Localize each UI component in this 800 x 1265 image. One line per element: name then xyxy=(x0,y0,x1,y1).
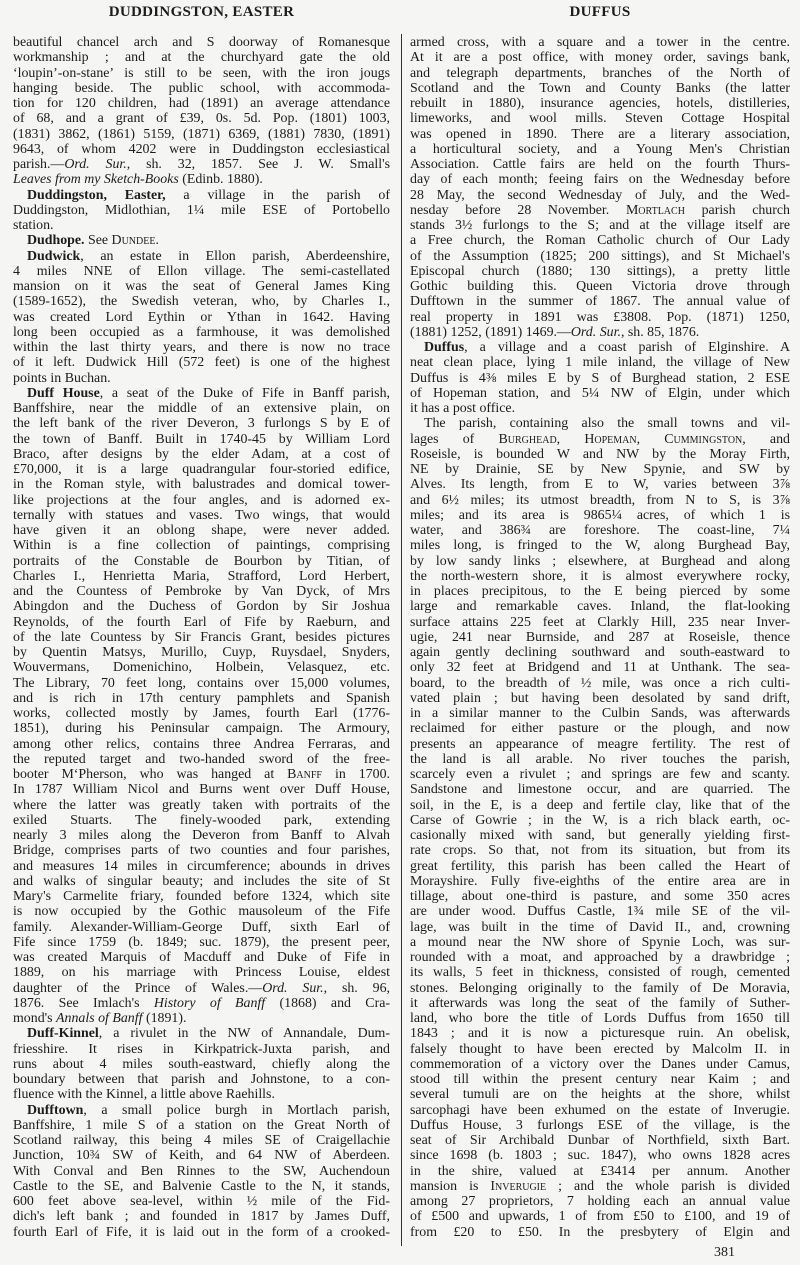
text-line: Bridge, comprises parts of two counties and four parishes, xyxy=(13,843,390,859)
text-line: within the last thirty years, and there is now no trace xyxy=(13,340,390,355)
text-line: With Conval and Ben Rinnes to the SW, Auchendoun xyxy=(13,1163,390,1179)
text-line: of Hopeman station, and 5¼ NW of Elgin, under which xyxy=(410,385,790,401)
text-line xyxy=(410,203,790,218)
text-line: and telegraph departments, branches of the North of xyxy=(410,65,790,81)
column-divider xyxy=(401,34,402,1246)
text-line: the town of Banff. Built in 1740-45 by William Lord xyxy=(13,431,390,447)
text-line xyxy=(13,233,390,248)
text-line: sarcophagi have been exhumed on the estate of Inverugie. xyxy=(410,1102,790,1118)
text-line: Castle to the SE, and Balvenie Castle to the N, it stands, xyxy=(13,1178,390,1194)
text-run: ; and the whole parish is divided xyxy=(546,1178,790,1194)
text-line: hanging beside. The public school, with accommoda- xyxy=(13,80,390,96)
text-line: miles; and its area is 9865¼ acres, of which 1 is xyxy=(410,507,790,523)
text-line: several tumuli are on the heights at the shore, whilst xyxy=(410,1087,790,1103)
text-line: 600 feet above sea-level, within ½ mile of the Fid- xyxy=(13,1194,390,1209)
text-line: great fertility, this parish has been called the Heart of xyxy=(410,858,790,874)
paragraph xyxy=(13,188,390,234)
text-line: scarcely even a rivulet ; and springs are few and scanty. xyxy=(410,767,790,782)
text-line: was created Marquis of Macduff and Duke of Fife in xyxy=(13,950,390,965)
text-run: parish.— xyxy=(13,157,65,172)
text-line: NE by Drainie, SE by New Spynie, and SW by xyxy=(410,462,790,477)
text-run: mond's xyxy=(13,1011,57,1026)
small-caps-reference: Hopeman xyxy=(584,431,637,447)
text-line: from £20 to £50. In the presbytery of Elgin and xyxy=(410,1224,790,1240)
text-line: Alves. Its length, from E to W, varies between 3⅞ xyxy=(410,477,790,493)
text-line xyxy=(410,432,790,447)
text-line: large and remarkable caves. Inland, the flat-looking xyxy=(410,599,790,615)
text-line: dich's left bank ; and founded in 1817 by James Duff, xyxy=(13,1209,390,1225)
text-line: rate crops. So that, not from its situation, but from its xyxy=(410,843,790,859)
small-caps-reference: Mortlach xyxy=(625,202,685,218)
text-line: 1851), during his Peninsular campaign. The Armoury, xyxy=(13,721,390,737)
text-run: , xyxy=(636,431,665,447)
text-line xyxy=(13,767,390,782)
text-line xyxy=(410,325,790,340)
text-line: casionally mixed with sand, but generally yielding first- xyxy=(410,828,790,843)
running-head-right: DUFFUS xyxy=(569,4,631,20)
text-line: it has a post office. xyxy=(410,401,516,416)
italic-title: Leaves from my Sketch-Books xyxy=(13,172,179,188)
text-line: Banffshire, 1 mile S of a station on the Great North of xyxy=(13,1117,390,1133)
text-line: 1889, on his marriage with Princess Louise, eldest xyxy=(13,965,390,981)
text-line: Within is a fine collection of paintings, comprising xyxy=(13,538,390,554)
text-line: workmanship ; and at the churchyard gate the old xyxy=(13,50,390,66)
text-line: board, to the breadth of ½ mile, was once a rich culti- xyxy=(410,675,790,691)
paragraph xyxy=(13,386,390,1027)
text-line: a Free church, the Roman Catholic church of Our Lady xyxy=(410,233,790,249)
entry-headword: Duddingston, Easter, xyxy=(27,187,166,203)
entry-headword: Duff-Kinnel xyxy=(27,1026,99,1042)
text-line: 1843 ; and it is now a picturesque ruin. An obelisk, xyxy=(410,1026,790,1042)
text-run: (Edinb. 1880). xyxy=(178,172,263,188)
text-line: Morayshire. Fully five-eighths of the entire area are in xyxy=(410,873,790,889)
text-line: reclaimed for either pasture or the plough, and now xyxy=(410,721,790,737)
text-line: Sandstone and limestone occur, and are quarried. The xyxy=(410,782,790,798)
text-run: (1891). xyxy=(142,1011,187,1026)
text-line: Wouvermans, Domenichino, Holbein, Velasquez, etc. xyxy=(13,660,390,676)
paragraph xyxy=(13,35,390,188)
text-line: beautiful chancel arch and S doorway of Romanesque xyxy=(13,35,390,50)
text-line: rebuilt in 1880), insurance agencies, hotels, distilleries, xyxy=(410,96,790,111)
text-line: have given it an oblong shape, were never added. xyxy=(13,523,390,538)
text-line: At it are a post office, with money order, savings bank, xyxy=(410,50,790,66)
text-line: real property in 1891 was £3808. Pop. (1871) 1250, xyxy=(410,309,790,325)
text-line: boundary between that parish and Johnstone, to a con- xyxy=(13,1072,390,1087)
paragraph xyxy=(410,340,790,416)
text-line: a horticultural society, and a Young Men's Christian xyxy=(410,141,790,157)
text-line xyxy=(13,981,390,996)
text-line: Reynolds, of the fourth Earl of Fife by Raeburn, and xyxy=(13,614,390,630)
text-line: was opened in 1890. There are a literary association, xyxy=(410,126,790,142)
text-run: (1881) 1252, (1891) 1469.— xyxy=(410,324,571,340)
entry-headword: Duffus xyxy=(424,340,465,355)
text-line: and walks of singular beauty; and includes the site of St xyxy=(13,873,390,889)
text-line: in the shire, valued at £3414 per annum. Another xyxy=(410,1163,790,1179)
paragraph xyxy=(13,233,390,248)
text-line: tion for 120 children, had (1891) an average attendance xyxy=(13,96,390,111)
text-run: , xyxy=(556,431,585,447)
text-line: Duffus House, 3 furlongs ESE of the village, is the xyxy=(410,1117,790,1133)
text-line: like projections at the four angles, and is adorned ex- xyxy=(13,492,390,508)
text-line: Dufftown in the summer of 1867. The annual value of xyxy=(410,294,790,310)
text-run: , sh. 96, xyxy=(323,980,390,996)
text-line: is now occupied by the Gothic mausoleum of the Fife xyxy=(13,904,390,920)
text-line: water, and 386¾ are foreshore. The coast-line, 7¼ xyxy=(410,523,790,538)
text-line: of the Assumption (1825; 200 sittings), and St Michael's xyxy=(410,248,790,264)
text-line: commemoration of a victory over the Danes under Camus, xyxy=(410,1056,790,1072)
text-line: portraits of the Constable de Bourbon by Titian, of xyxy=(13,553,390,569)
text-line xyxy=(13,1011,390,1026)
text-line: fourth Earl of Fife, it is laid out in the form of a crooked- xyxy=(13,1224,390,1240)
text-line: 9643, of whom 4202 were in Duddingston ecclesiastical xyxy=(13,141,390,157)
text-line: station. xyxy=(13,218,54,233)
text-line: Carse of Gowrie ; in the W, is a rich black earth, oc- xyxy=(410,812,790,828)
text-line: family. Alexander-William-George Duff, sixth Earl of xyxy=(13,919,390,935)
text-line: of £500 and upwards, 1 of from £50 to £100, and 19 of xyxy=(410,1209,790,1225)
text-line: surface attains 225 feet at Clarkly Hill, 235 near Inver- xyxy=(410,614,790,630)
text-line: armed cross, with a square and a tower in the centre. xyxy=(410,35,790,50)
text-line: In 1787 William Nicol and Burns went over Duff House, xyxy=(13,782,390,798)
text-line: land, who bore the title of Lords Duffus from 1650 till xyxy=(410,1011,790,1026)
text-run: , sh. 32, 1857. See J. W. Small's xyxy=(126,157,390,172)
text-line: and is rich in 17th century pamphlets and Spanish xyxy=(13,690,390,706)
entry-headword: Dudwick xyxy=(27,248,81,264)
text-line: stands 3½ furlongs to the S; and at the village itself are xyxy=(410,218,790,233)
text-line: in the Roman style, with balustrades and domical tower- xyxy=(13,477,390,493)
text-run: lages of xyxy=(410,431,499,447)
text-line: 4 miles NNE of Ellon village. The semi-castellated xyxy=(13,263,390,279)
text-line: (1831) 3862, (1861) 5159, (1871) 6369, (1881) 7830, (1891) xyxy=(13,126,390,142)
text-line: in a similar manner to the Culbin Sands, was afterwards xyxy=(410,706,790,721)
text-line: a mound near the NW shore of Spynie Loch, was sur- xyxy=(410,934,790,950)
text-line: the north-western shore, it is almost everywhere rocky, xyxy=(410,568,790,584)
text-line xyxy=(13,157,390,172)
text-line: only 32 feet at Bridgend and 11 at Unthank. The sea- xyxy=(410,660,790,676)
text-line xyxy=(13,172,390,187)
text-line xyxy=(13,188,390,203)
text-line: Scotland and the Town and County Banks (the latter xyxy=(410,80,790,96)
small-caps-reference: Inverugie xyxy=(490,1178,547,1194)
italic-title: Annals of Banff xyxy=(56,1011,143,1026)
text-run: nesday before 28 November. xyxy=(410,202,626,218)
text-line: its walls, 5 feet in thickness, consisted of rough, cemented xyxy=(410,965,790,981)
text-column-left xyxy=(13,35,390,1240)
text-line: the reputed target and two-handed sword of the free- xyxy=(13,751,390,767)
text-line xyxy=(13,249,390,264)
text-line: Junction, 10¾ SW of Keith, and 64 NW of Aberdeen. xyxy=(13,1148,390,1164)
text-line: limeworks, and wool mills. Steven Cottage Hospital xyxy=(410,111,790,127)
text-run: booter M‘Pherson, who was hanged at xyxy=(13,767,288,782)
text-line: by low sandy links ; elsewhere, at Burghead and along xyxy=(410,553,790,569)
entry-headword: Dufftown xyxy=(27,1102,84,1118)
paragraph xyxy=(13,249,390,386)
text-line: lage, was built in the time of David II., and, crowning xyxy=(410,919,790,935)
text-line: again gently declining southward and south-eastward to xyxy=(410,645,790,660)
text-line: Episcopal church (1880; 130 sittings), a pretty little xyxy=(410,263,790,279)
italic-title: History of Banff xyxy=(153,995,266,1011)
text-line: in places precipitous, to the E being pierced by some xyxy=(410,584,790,599)
text-line: Fife since 1759 (b. 1849; suc. 1879), the present peer, xyxy=(13,934,390,950)
text-line: Duffus is 4⅜ miles E by S of Burghead station, 2 ESE xyxy=(410,370,790,386)
text-line: £70,000, it is a large quadrangular four-storied edifice, xyxy=(13,462,390,477)
text-run: . xyxy=(155,233,159,249)
text-line: Mary's Carmelite friary, founded before 1324, which site xyxy=(13,889,390,904)
text-line: stones. Belonging originally to the family of De Moravia, xyxy=(410,980,790,996)
text-line: long been occupied as a farmhouse, it was demolished xyxy=(13,324,390,340)
text-run: , a rivulet in the NW of Annandale, Dum- xyxy=(98,1026,390,1042)
text-line: ugie, 241 near Burnside, and 287 at Roseisle, thence xyxy=(410,629,790,645)
text-line: seat of Sir Archibald Dunbar of Northfield, sixth Bart. xyxy=(410,1133,790,1148)
text-line: exiled Stuarts. The finely-wooded park, extending xyxy=(13,812,390,828)
text-line: presents an appearance of meagre fertility. The rest of xyxy=(410,736,790,752)
text-line xyxy=(410,1179,790,1194)
text-line: tillage, about one-third is pasture, and some 350 acres xyxy=(410,889,790,904)
text-line: falsely thought to have been erected by Malcolm II. in xyxy=(410,1041,790,1057)
text-column-right xyxy=(410,35,790,1240)
text-run: a village in the parish of xyxy=(165,187,390,203)
page-number: 381 xyxy=(714,1245,735,1260)
text-line: are under wood. Duffus Castle, 1¾ mile SE of the vil- xyxy=(410,904,790,920)
text-line: Association. Cattle fairs are held on the fourth Thurs- xyxy=(410,157,790,172)
text-line: runs about 4 miles south-eastward, chiefly along the xyxy=(13,1056,390,1072)
text-line: Abingdon and the Duchess of Gordon by Sir Joshua xyxy=(13,599,390,615)
text-line: the left bank of the river Deveron, 3 furlongs S by E of xyxy=(13,416,390,432)
text-line: nearly 3 miles along the Deveron from Banff to Alvah xyxy=(13,828,390,843)
small-caps-reference: Cummingston xyxy=(664,431,743,447)
text-line: was created Lord Eythin or Ythan in 1642. Having xyxy=(13,309,390,325)
text-line xyxy=(13,386,390,401)
text-run: in 1700. xyxy=(322,767,390,782)
text-line: among 27 proprietors, 7 holding each an annual value xyxy=(410,1194,790,1209)
text-line: vated plain ; but having been desolated by sand drift, xyxy=(410,690,790,706)
text-line: neat clean place, lying 1 mile inland, the village of New xyxy=(410,355,790,371)
text-line: it afterwards was long the seat of the family of Suther- xyxy=(410,995,790,1011)
text-line: and 6½ miles; its utmost breadth, from N to S, is 3⅞ xyxy=(410,492,790,508)
text-line: 28 May, the second Wednesday of July, and the Wed- xyxy=(410,187,790,203)
text-line: Gothic building this. Queen Victoria drove through xyxy=(410,279,790,294)
running-head-left: DUDDINGSTON, EASTER xyxy=(108,4,295,20)
italic-title: Ord. Sur. xyxy=(64,157,127,172)
small-caps-reference: Banff xyxy=(287,767,322,782)
text-line: friesshire. It rises in Kirkpatrick-Juxta parish, and xyxy=(13,1041,390,1057)
text-line: ‘loupin’-on-stane’ is still to be seen, with the iron jougs xyxy=(13,65,390,81)
italic-title: Ord. Sur. xyxy=(570,324,621,340)
entry-headword: Dudhope. xyxy=(27,233,85,249)
text-line: mansion on it was the seat of General James King xyxy=(13,279,390,294)
text-line: miles long, is fringed to the W, along Burghead Bay, xyxy=(410,538,790,554)
text-line: of 68, and a grant of £39, 0s. 5d. Pop. (1801) 1003, xyxy=(13,111,390,127)
text-line: The parish, containing also the small towns and vil- xyxy=(424,416,790,432)
text-line xyxy=(13,1026,390,1041)
small-caps-reference: Burghead xyxy=(498,431,557,447)
text-line: day of each month; feeing fairs on the Wednesday before xyxy=(410,172,790,188)
text-line: and measures 14 miles in circumference; abounds in drives xyxy=(13,858,390,874)
text-line: of the late Countess by Sir Francis Grant, besides pictures xyxy=(13,629,390,645)
text-line: stood till within the present century near Kaim ; and xyxy=(410,1072,790,1087)
paragraph xyxy=(13,1026,390,1102)
text-line: of it left. Dudwick Hill (572 feet) is one of the highest xyxy=(13,355,390,371)
text-line: (1589-1652), the Swedish veteran, who, by Charles I., xyxy=(13,294,390,310)
text-line xyxy=(13,996,390,1011)
text-line: by Quentin Matsys, Murillo, Cuyp, Ruysdael, Snyders, xyxy=(13,645,390,660)
italic-title: Ord. Sur. xyxy=(262,980,324,996)
text-line: the land is all arable. No river touches the parish, xyxy=(410,751,790,767)
text-line: since 1698 (b. 1803 ; suc. 1847), who owns 1828 acres xyxy=(410,1148,790,1164)
text-run: , sh. 85, 1876. xyxy=(620,324,700,340)
text-line: Duddingston, Midlothian, 1¼ mile ESE of Portobello xyxy=(13,202,390,218)
paragraph xyxy=(410,35,790,340)
text-run: mansion is xyxy=(410,1178,491,1194)
text-line: rounded with a moat, and approached by a drawbridge ; xyxy=(410,950,790,965)
text-line xyxy=(410,340,790,355)
text-run: See xyxy=(84,233,112,249)
text-line: The Library, 70 feet long, contains over 15,000 volumes, xyxy=(13,675,390,691)
text-run: 1876. See Imlach's xyxy=(13,995,154,1011)
text-line: Braco, after designs by the elder Adam, at a cost of xyxy=(13,446,390,462)
text-run: , a seat of the Duke of Fife in Banff parish, xyxy=(99,385,391,401)
text-line: Charles I., Henrietta Maria, Strafford, Lord Herbert, xyxy=(13,568,390,584)
text-run: (1868) and Cra- xyxy=(265,995,390,1011)
text-run: , an estate in Ellon parish, Aberdeenshire, xyxy=(80,248,390,264)
text-line: where the latter was greatly taken with portraits of the xyxy=(13,797,390,813)
entry-headword: Duff House xyxy=(27,385,100,401)
text-line xyxy=(13,1103,390,1118)
text-line: works, collected mostly by James, fourth Earl (1776- xyxy=(13,706,390,721)
text-run: parish church xyxy=(684,202,790,218)
small-caps-reference: Dundee xyxy=(111,233,156,249)
text-run: , a small police burgh in Mortlach parish, xyxy=(83,1102,390,1118)
text-line: among other relics, contains three Andrea Ferraras, and xyxy=(13,736,390,752)
paragraph xyxy=(13,1103,390,1240)
text-run: daughter of the Prince of Wales.— xyxy=(13,980,263,996)
text-line: and the Countess of Pembroke by Van Dyck, of Mrs xyxy=(13,584,390,599)
text-run: , a village and a coast parish of Elginshire. A xyxy=(464,340,790,355)
text-line: fluence with the Kinnel, a little above Raehills. xyxy=(13,1087,275,1103)
text-line: Scotland railway, this being 4 miles SE of Craigellachie xyxy=(13,1133,390,1148)
text-run: , and xyxy=(742,431,790,447)
paragraph xyxy=(410,416,790,1240)
text-line: points in Buchan. xyxy=(13,370,111,386)
text-line: Banffshire, near the middle of an extensive plain, on xyxy=(13,401,390,416)
text-line: soil, in the E, is a deep and fertile clay, like that of the xyxy=(410,797,790,813)
text-line: ternally with statues and vases. Two wings, that would xyxy=(13,507,390,523)
text-line: Roseisle, is bounded W and NW by the Moray Firth, xyxy=(410,446,790,462)
